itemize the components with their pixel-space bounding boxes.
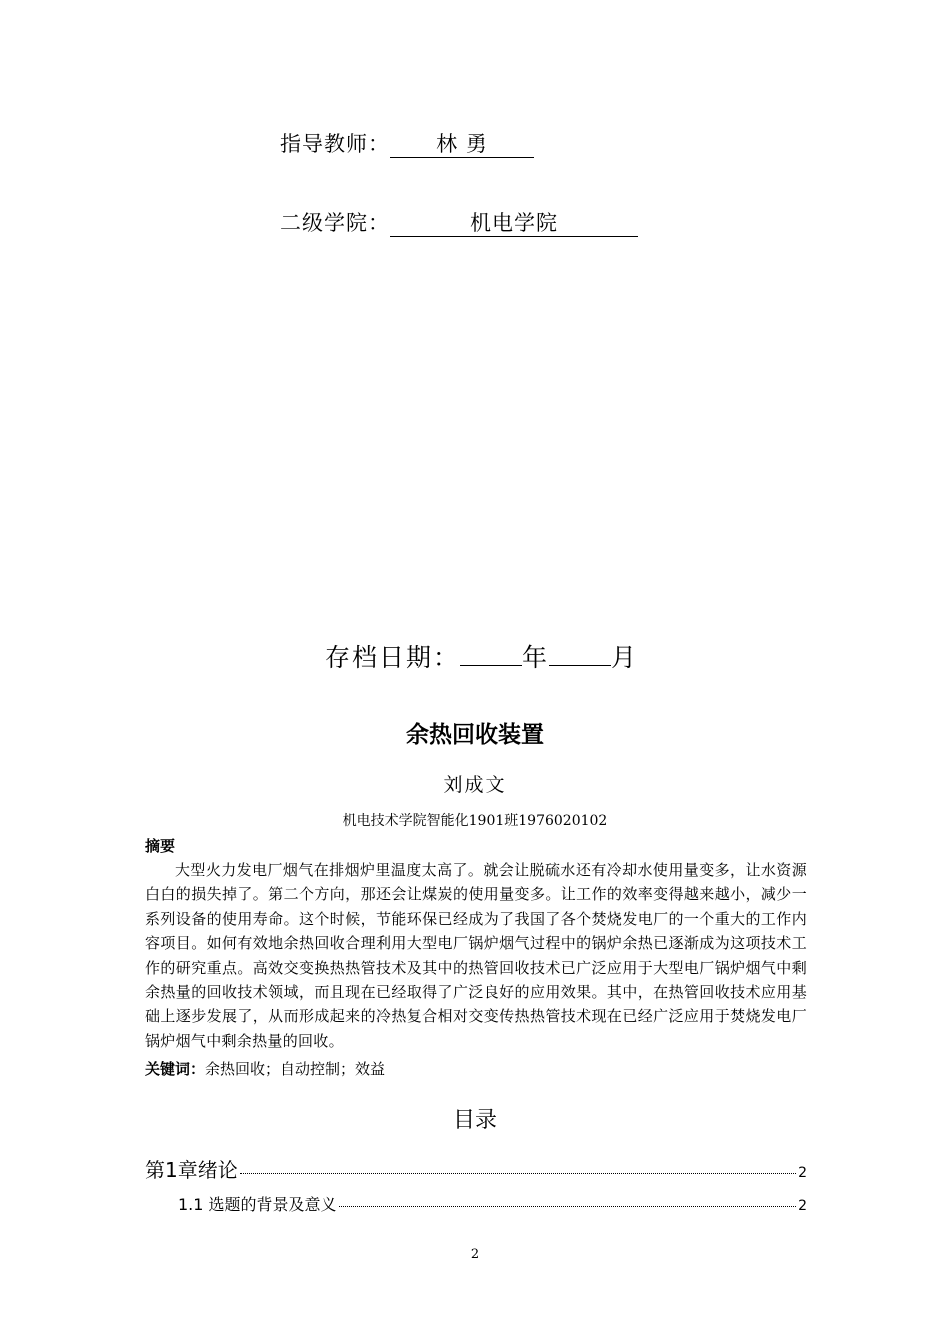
archive-month-blank xyxy=(549,641,611,666)
paper-title: 余热回收装置 xyxy=(406,722,544,748)
abstract-text: 大型火力发电厂烟气在排烟炉里温度太高了。就会让脱硫水还有冷却水使用量变多，让水资源白白的损失掉了。第二个方向，那还会让煤炭的使用量变多。让工作的效率变得越来越小，减少一系列设备的使用寿命。这个时候，节能环保已经成为了我国了各个焚烧发电厂的一个重大的工作内容项目。如何有效地余热回收合理利用大型电厂锅炉烟气过程中的锅炉余热已逐渐成为这项技术工作的研究重点。高效交变换热热管技术及其中的热管回收技术已广泛应用于大型电厂锅炉烟气中剩余热量的回收技术领域，而且现在已经取得了广泛良好的应用效果。其中，在热管回收技术应用基础上逐步发展了，从而形成起来的冷热复合相对交变传热热管技术现在已经广泛应用于焚烧发电厂锅炉烟气中剩余热量的回收。 xyxy=(145,861,807,1050)
keywords-label: 关键词： xyxy=(145,1060,206,1078)
toc-entry-page: 2 xyxy=(798,1198,807,1214)
abstract-heading: 摘要 xyxy=(145,837,176,855)
college-value: 机电学院 xyxy=(390,210,638,237)
keywords-row xyxy=(145,1058,385,1079)
college-row xyxy=(280,207,638,237)
toc-entry[interactable] xyxy=(145,1154,807,1183)
advisor-row xyxy=(280,128,534,158)
page-number: 2 xyxy=(470,1247,480,1262)
advisor-label: 指导教师： xyxy=(280,132,390,156)
keywords-value: 余热回收；自动控制；效益 xyxy=(205,1060,386,1078)
advisor-value: 林 勇 xyxy=(390,131,534,158)
archive-date-label: 存档日期： xyxy=(325,643,461,672)
toc-entry[interactable] xyxy=(178,1192,807,1215)
toc-entry-text: 1.1 选题的背景及意义 xyxy=(178,1195,337,1214)
archive-month-label: 月 xyxy=(611,643,639,672)
archive-year-blank xyxy=(460,641,522,666)
toc-entry-page: 2 xyxy=(798,1165,807,1181)
author-affiliation: 机电技术学院智能化1901班1976020102 xyxy=(342,813,608,829)
college-label: 二级学院： xyxy=(280,211,390,235)
toc-title: 目录 xyxy=(452,1108,497,1133)
archive-date-row xyxy=(325,638,638,674)
toc-entry-text: 第1章绪论 xyxy=(145,1158,238,1182)
toc-leader-dots xyxy=(240,1173,796,1174)
archive-year-label: 年 xyxy=(522,643,550,672)
toc-leader-dots xyxy=(339,1206,797,1207)
author-name: 刘成文 xyxy=(443,774,507,796)
